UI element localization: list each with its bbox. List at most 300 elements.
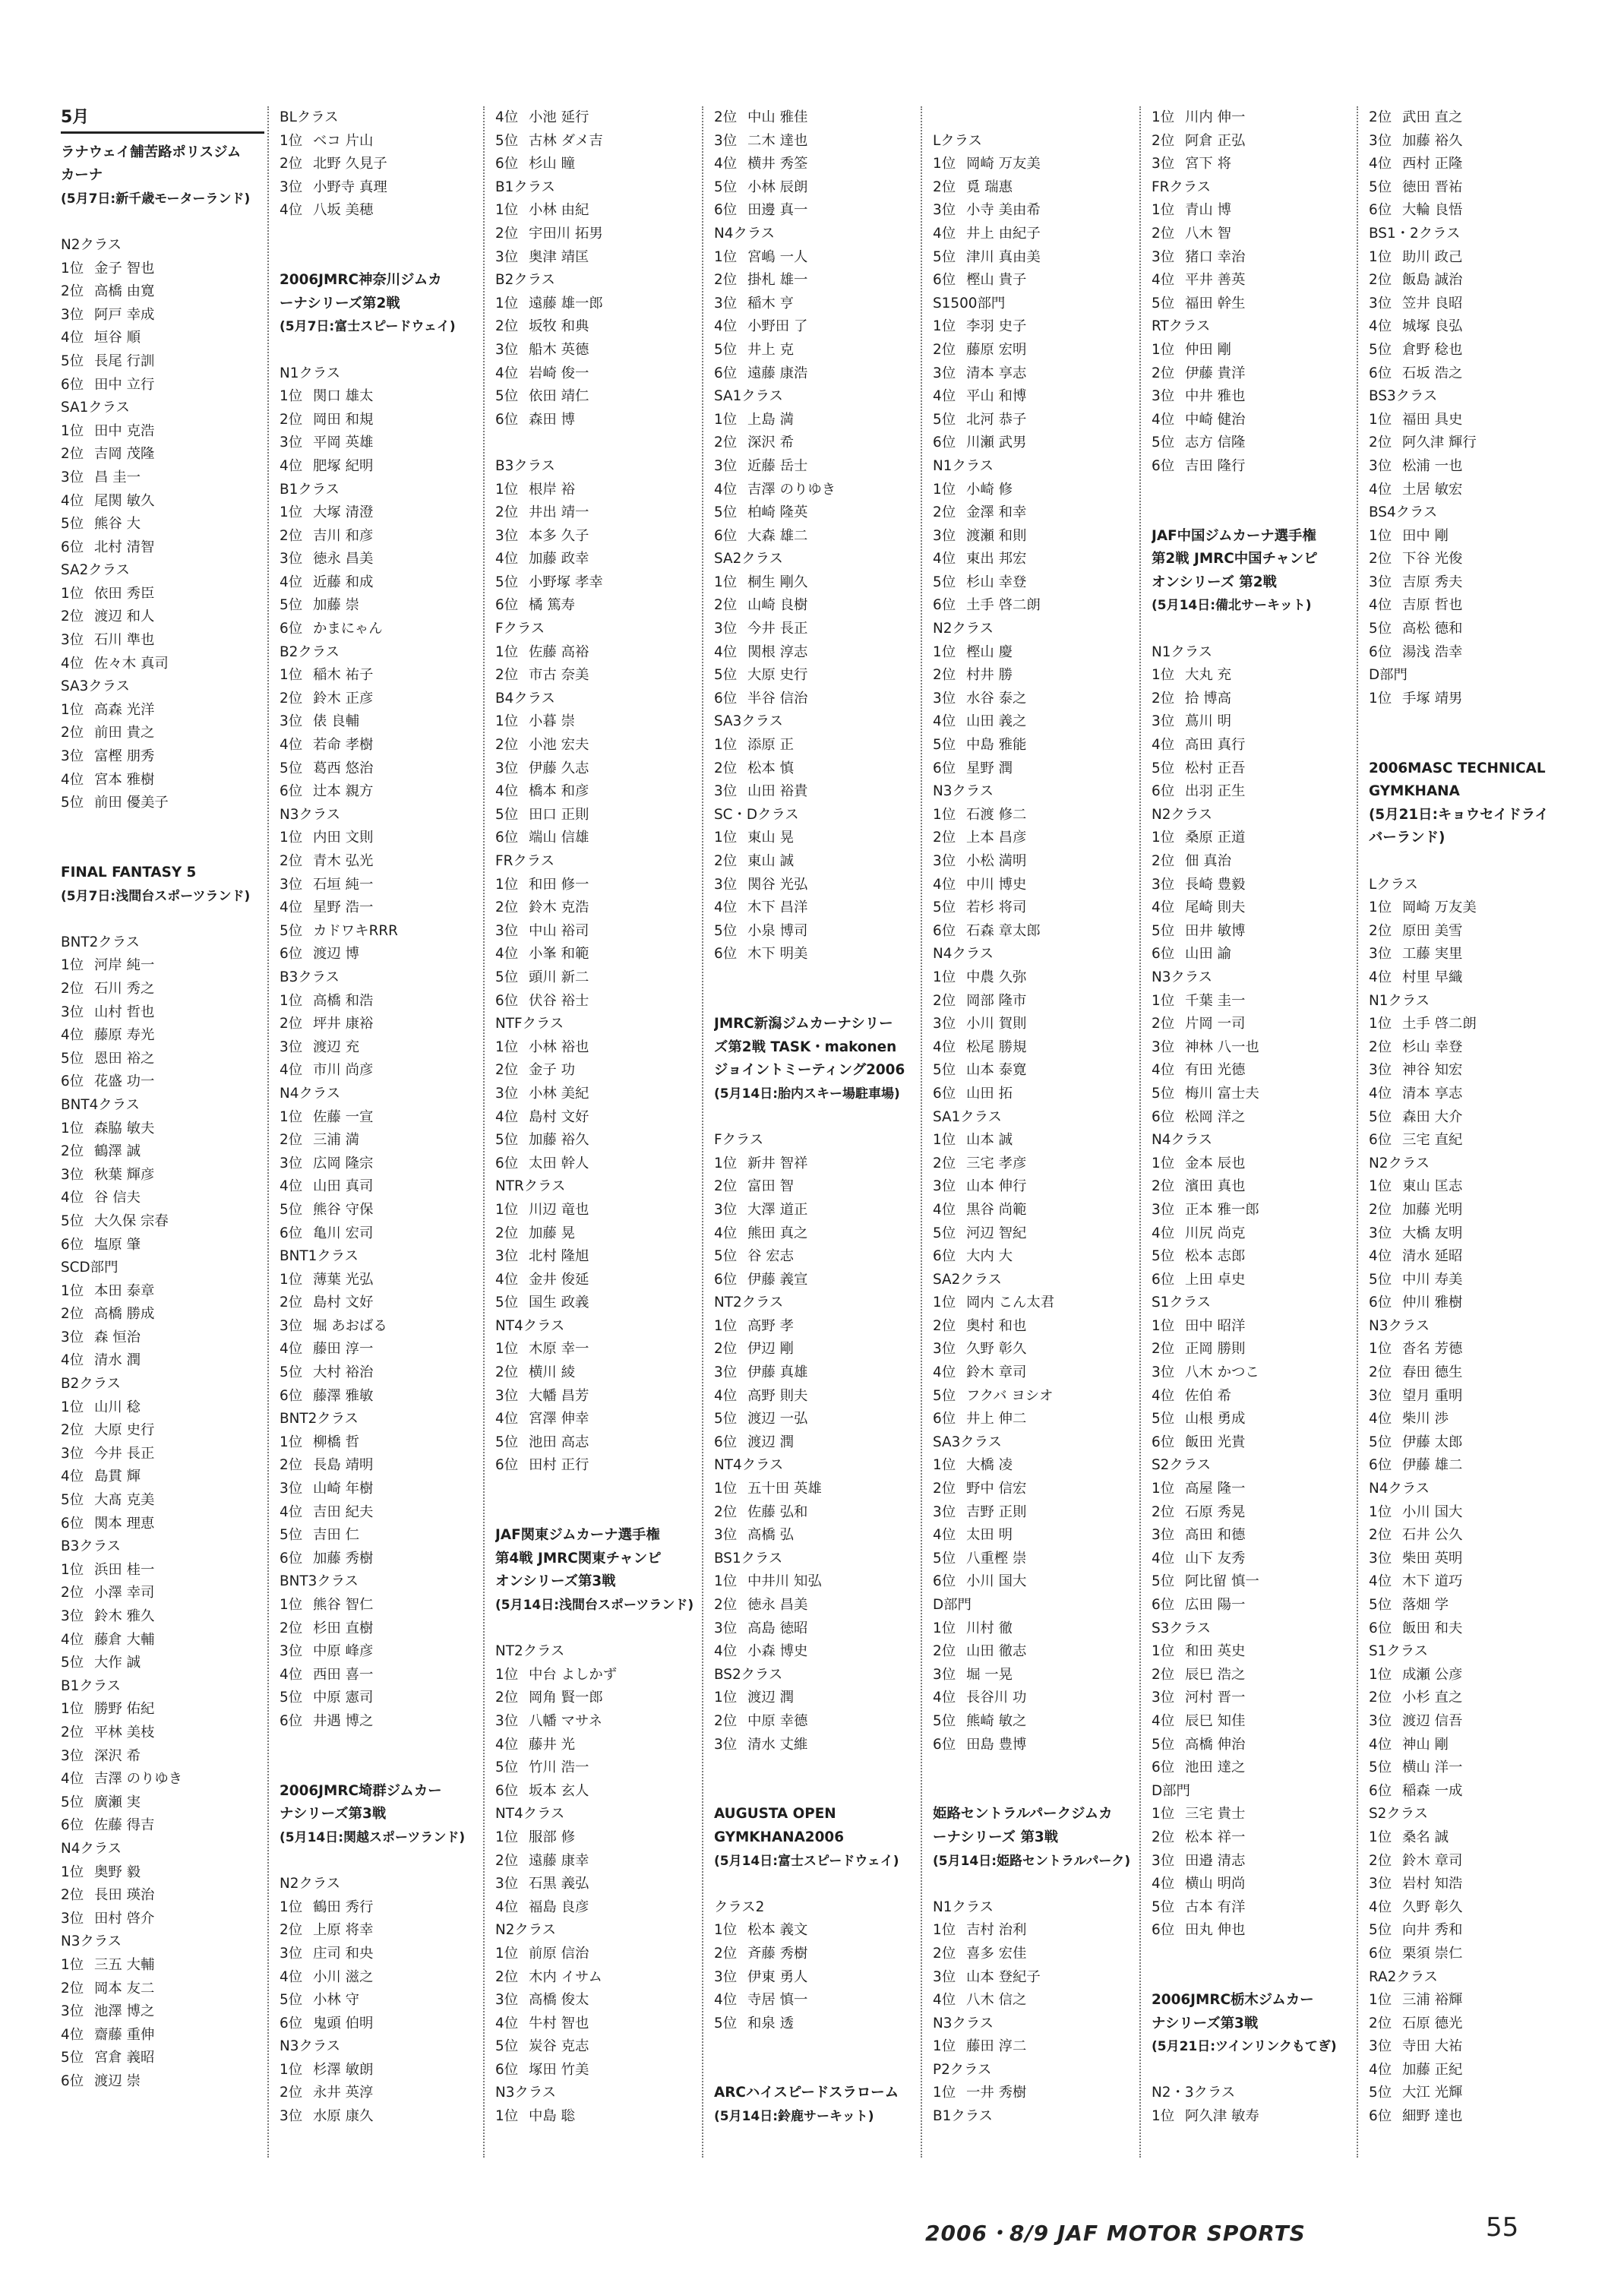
result-row [1152, 432, 1364, 455]
class-heading: N4クラス [714, 225, 776, 242]
result-row [1152, 990, 1364, 1013]
rank-position: 1位 [495, 876, 519, 893]
result-row [61, 1164, 273, 1187]
driver-name: 岩村 知浩 [1402, 1876, 1463, 1892]
result-row [1369, 896, 1581, 920]
driver-name: 谷 宏志 [747, 1248, 795, 1265]
rank-position: 5位 [1369, 1108, 1392, 1125]
result-row [495, 1756, 708, 1780]
rank-position: 4位 [933, 551, 956, 568]
driver-name: 柴川 渉 [1402, 1411, 1449, 1427]
result-row [933, 804, 1145, 827]
driver-name: 渡辺 一弘 [747, 1411, 808, 1427]
rank-position: 3位 [280, 435, 303, 451]
driver-name: 大髙 克美 [94, 1492, 155, 1509]
rank-position: 3位 [1369, 2038, 1392, 2055]
result-row [714, 176, 927, 200]
class-heading: D部門 [933, 1597, 972, 1613]
event-title: 第4戦 JMRC関東チャンピ [495, 1550, 662, 1567]
driver-name: 中原 峰彦 [313, 1643, 374, 1660]
rank-position: 5位 [61, 795, 84, 811]
event-title: ジョイントミーティング2006 [714, 1062, 905, 1079]
rank-position: 3位 [280, 1945, 303, 1962]
rank-position: 6位 [1152, 783, 1175, 800]
result-row [1369, 1524, 1581, 1548]
rank-position: 4位 [933, 388, 956, 405]
rank-position: 1位 [1152, 1643, 1175, 1660]
driver-name: 熊谷 智仁 [313, 1597, 374, 1613]
driver-name: 小林 美紀 [529, 1085, 589, 1102]
rank-position: 5位 [933, 574, 956, 590]
result-row [933, 2035, 1145, 2059]
driver-name: 土手 啓二朗 [966, 597, 1041, 614]
driver-name: 藤原 宏明 [966, 341, 1027, 358]
result-row [280, 1059, 492, 1083]
rank-position: 3位 [1369, 1225, 1392, 1241]
rank-position: 6位 [495, 2061, 519, 2078]
rank-position: 6位 [933, 1248, 956, 1265]
result-row [933, 362, 1145, 386]
rank-position: 5位 [933, 1387, 956, 1404]
rank-position: 5位 [495, 574, 519, 590]
driver-name: 吉川 和彦 [313, 527, 374, 544]
result-row [280, 874, 492, 897]
rank-position: 4位 [495, 1899, 519, 1915]
rank-position: 1位 [714, 248, 738, 265]
driver-name: 山田 義之 [966, 713, 1027, 730]
result-row [933, 432, 1145, 455]
rank-position: 2位 [495, 1690, 519, 1706]
driver-name: 久野 彰久 [966, 1341, 1027, 1358]
rank-position: 6位 [933, 1085, 956, 1102]
rank-position: 5位 [1152, 922, 1175, 939]
rank-position: 4位 [61, 330, 84, 346]
rank-position: 6位 [714, 690, 738, 707]
driver-name: 阿久津 敏寿 [1185, 2108, 1259, 2125]
result-row [933, 409, 1145, 432]
result-row [280, 943, 492, 966]
result-row [61, 1001, 273, 1025]
spacer [280, 339, 492, 362]
result-row [495, 1943, 708, 1966]
rank-position: 5位 [1152, 295, 1175, 311]
rank-position: 5位 [61, 1655, 84, 1671]
driver-name: 中台 よしかず [529, 1666, 618, 1683]
driver-name: 神林 八一也 [1185, 1039, 1259, 1055]
driver-name: 神山 剛 [1402, 1736, 1449, 1753]
driver-name: 福島 良彦 [529, 1899, 589, 1915]
event-title: 2006JMRC埼群ジムカー [280, 1782, 442, 1799]
driver-name: 長田 瑛治 [94, 1887, 155, 1904]
spacer [495, 1501, 708, 1525]
rank-position: 3位 [933, 1016, 956, 1032]
spacer [714, 2035, 927, 2059]
rank-position: 3位 [495, 341, 519, 358]
spacer [1369, 850, 1581, 874]
driver-name: 岩崎 俊一 [529, 365, 589, 381]
driver-name: 本田 泰章 [94, 1282, 155, 1299]
rank-position: 3位 [495, 1085, 519, 1102]
rank-position: 5位 [61, 516, 84, 533]
driver-name: 仲川 雅樹 [1402, 1295, 1463, 1311]
result-row [61, 1210, 273, 1234]
driver-name: 俵 良輔 [313, 713, 360, 730]
rank-position: 2位 [280, 527, 303, 544]
rank-position: 5位 [61, 353, 84, 369]
result-row [1369, 1943, 1581, 1966]
result-row [280, 2105, 492, 2129]
rank-position: 4位 [933, 1690, 956, 1706]
rank-position: 6位 [1152, 1271, 1175, 1288]
rank-position: 5位 [933, 1062, 956, 1079]
result-row [1369, 1036, 1581, 1060]
result-row [714, 1222, 927, 1246]
rank-position: 4位 [1369, 318, 1392, 335]
rank-position: 6位 [280, 783, 303, 800]
rank-position: 3位 [61, 1910, 84, 1927]
rank-position: 1位 [714, 1922, 738, 1939]
spacer [714, 966, 927, 990]
result-row [495, 1222, 708, 1246]
result-row [714, 874, 927, 897]
driver-name: 有田 光德 [1185, 1062, 1246, 1079]
rank-position: 2位 [1369, 551, 1392, 568]
rank-position: 2位 [1369, 2015, 1392, 2031]
rank-position: 5位 [280, 760, 303, 776]
rank-position: 6位 [1152, 1434, 1175, 1450]
driver-name: 大原 史行 [94, 1422, 155, 1439]
class-heading: N1クラス [933, 457, 994, 474]
event-venue-date: (5月7日:浅間台スポーツランド) [61, 888, 251, 904]
rank-position: 3位 [1152, 1852, 1175, 1869]
result-row [1152, 223, 1364, 246]
driver-name: 中島 聡 [529, 2108, 576, 2125]
driver-name: 山村 哲也 [94, 1004, 155, 1020]
result-row [495, 780, 708, 804]
rank-position: 1位 [61, 260, 84, 277]
result-row [933, 874, 1145, 897]
result-row [495, 1850, 708, 1873]
result-row [61, 1605, 273, 1629]
rank-position: 1位 [280, 667, 303, 684]
rank-position: 5位 [61, 1050, 84, 1067]
result-row [61, 2070, 273, 2094]
rank-position: 3位 [1152, 1527, 1175, 1544]
rank-position: 4位 [280, 574, 303, 590]
rank-position: 5位 [1369, 2085, 1392, 2101]
driver-name: 昌 圭一 [94, 469, 141, 485]
result-row [933, 734, 1145, 757]
result-row [1152, 780, 1364, 804]
result-row [61, 629, 273, 653]
result-row [61, 1582, 273, 1605]
driver-name: 石原 秀晃 [1185, 1503, 1246, 1520]
driver-name: 高橋 勝成 [94, 1306, 155, 1323]
driver-name: 小野田 了 [747, 318, 808, 335]
rank-position: 3位 [495, 1712, 519, 1729]
rank-position: 2位 [495, 1062, 519, 1079]
event-title: GYMKHANA2006 [714, 1829, 844, 1845]
rank-position: 2位 [1369, 435, 1392, 451]
result-row [933, 1710, 1145, 1734]
result-row [280, 2082, 492, 2105]
driver-name: 加藤 晃 [529, 1225, 576, 1241]
result-row [495, 1245, 708, 1269]
class-heading: N3クラス [495, 2085, 557, 2101]
driver-name: 八坂 美穂 [313, 202, 374, 219]
rank-position: 6位 [933, 922, 956, 939]
rank-position: 5位 [61, 1492, 84, 1509]
result-row [280, 432, 492, 455]
rank-position: 2位 [280, 1457, 303, 1474]
driver-name: 薄葉 光弘 [313, 1271, 374, 1288]
driver-name: 森田 大介 [1402, 1108, 1463, 1125]
driver-name: 手塚 靖男 [1402, 690, 1463, 707]
driver-name: 桑原 正道 [1185, 830, 1246, 846]
rank-position: 3位 [1369, 1387, 1392, 1404]
driver-name: 宮倉 義昭 [94, 2050, 155, 2066]
result-row [1152, 1385, 1364, 1408]
result-row [1369, 1594, 1581, 1617]
rank-position: 6位 [280, 946, 303, 963]
driver-name: 島村 文好 [313, 1295, 374, 1311]
rank-position: 3位 [933, 527, 956, 544]
driver-name: 桐生 剛久 [747, 574, 808, 590]
result-row [714, 896, 927, 920]
result-row [280, 176, 492, 200]
driver-name: 原田 美雪 [1402, 922, 1463, 939]
driver-name: 松尾 勝規 [966, 1039, 1027, 1055]
rank-position: 1位 [61, 1399, 84, 1415]
class-heading: N2クラス [495, 1922, 557, 1939]
driver-name: 八重樫 崇 [966, 1550, 1027, 1567]
driver-name: 拾 博高 [1185, 690, 1232, 707]
result-row [1369, 966, 1581, 990]
rank-position: 6位 [714, 365, 738, 381]
driver-name: 長崎 豊毅 [1185, 876, 1246, 893]
result-row [1369, 618, 1581, 641]
driver-name: 小澤 幸司 [94, 1585, 155, 1601]
class-heading: SA3クラス [714, 713, 783, 730]
driver-name: 遠藤 康幸 [529, 1852, 589, 1869]
driver-name: 高野 孝 [747, 1317, 795, 1334]
rank-position: 4位 [1369, 156, 1392, 172]
result-row [714, 130, 927, 153]
result-row [933, 1734, 1145, 1757]
result-row [1369, 479, 1581, 502]
result-row [61, 1698, 273, 1721]
result-row [1152, 1222, 1364, 1246]
rank-position: 2位 [933, 667, 956, 684]
rank-position: 1位 [933, 969, 956, 985]
result-row [933, 1129, 1145, 1152]
event-title: JAF関東ジムカーナ選手権 [495, 1527, 660, 1544]
driver-name: 熊谷 守保 [313, 1201, 374, 1218]
driver-name: 近藤 岳士 [747, 457, 808, 474]
rank-position: 3位 [61, 1747, 84, 1764]
rank-position: 4位 [61, 1352, 84, 1369]
rank-position: 3位 [1369, 1712, 1392, 1729]
rank-position: 3位 [1152, 248, 1175, 265]
result-row [714, 920, 927, 944]
driver-name: 和田 修一 [529, 876, 589, 893]
rank-position: 3位 [495, 1248, 519, 1265]
driver-name: 北野 久見子 [313, 156, 387, 172]
result-row [1152, 1524, 1364, 1548]
driver-name: 伊藤 真雄 [747, 1364, 808, 1381]
result-row [933, 1943, 1145, 1966]
rank-position: 5位 [495, 969, 519, 985]
result-row [280, 1175, 492, 1199]
driver-name: 高橋 由寛 [94, 283, 155, 300]
rank-position: 1位 [1152, 109, 1175, 125]
rank-position: 6位 [280, 1225, 303, 1241]
driver-name: 広岡 隆宗 [313, 1155, 374, 1171]
result-row [495, 1734, 708, 1757]
driver-name: 三宅 直紀 [1402, 1132, 1463, 1149]
rank-position: 5位 [1369, 341, 1392, 358]
result-row [933, 223, 1145, 246]
rank-position: 3位 [495, 1876, 519, 1892]
driver-name: 吉澤 のりゆき [94, 1771, 183, 1788]
spacer [933, 1780, 1145, 1804]
driver-name: 恩田 裕之 [94, 1050, 155, 1067]
result-row [1152, 827, 1364, 850]
driver-name: 小川 賀則 [966, 1016, 1027, 1032]
rank-position: 4位 [933, 1992, 956, 2009]
driver-name: 長尾 行訓 [94, 353, 155, 369]
result-row [280, 1129, 492, 1152]
rank-position: 4位 [1152, 1225, 1175, 1241]
result-row [1369, 1734, 1581, 1757]
rank-position: 3位 [1152, 1201, 1175, 1218]
driver-name: 北村 清智 [94, 539, 155, 555]
result-row [280, 1106, 492, 1130]
result-row [280, 409, 492, 432]
result-row [495, 710, 708, 734]
results-column-1 [61, 106, 273, 2093]
event-venue-date: (5月14日:浅間台スポーツランド) [495, 1598, 694, 1613]
rank-position: 2位 [280, 1016, 303, 1032]
rank-position: 1位 [933, 1922, 956, 1939]
driver-name: 北村 隆旭 [529, 1248, 589, 1265]
rank-position: 5位 [933, 248, 956, 265]
driver-name: 東出 邦宏 [966, 551, 1027, 568]
event-title: (5月21日:キョウセイドライ [1369, 806, 1549, 823]
rank-position: 1位 [1369, 1992, 1392, 2009]
result-row [495, 1338, 708, 1361]
result-row [714, 1594, 927, 1617]
driver-name: ベコ 片山 [313, 132, 374, 149]
rank-position: 2位 [1152, 132, 1175, 149]
rank-position: 6位 [1369, 1782, 1392, 1799]
rank-position: 1位 [1369, 527, 1392, 544]
result-row [933, 920, 1145, 944]
result-row [1369, 315, 1581, 339]
rank-position: 1位 [1152, 2108, 1175, 2125]
driver-name: 高野 則夫 [747, 1387, 808, 1404]
driver-name: 島貫 輝 [94, 1469, 141, 1485]
result-row [933, 176, 1145, 200]
result-row [1369, 525, 1581, 549]
class-heading: NT2クラス [714, 1295, 784, 1311]
class-heading: B1クラス [280, 481, 340, 498]
driver-name: 三五 大輔 [94, 1956, 155, 1973]
driver-name: 平井 善英 [1185, 272, 1246, 289]
class-heading: N4クラス [1369, 1481, 1430, 1497]
result-row [1369, 920, 1581, 944]
rank-position: 4位 [61, 2026, 84, 2043]
driver-name: 岡崎 万友美 [966, 156, 1041, 172]
result-row [495, 1664, 708, 1687]
class-heading: N1クラス [1369, 992, 1430, 1009]
result-row [1152, 1106, 1364, 1130]
driver-name: 高田 和德 [1185, 1527, 1246, 1544]
driver-name: 杉澤 敏朗 [313, 2061, 374, 2078]
result-row [61, 1419, 273, 1443]
driver-name: 大作 誠 [94, 1655, 141, 1671]
result-row [280, 850, 492, 874]
result-row [1369, 153, 1581, 176]
rank-position: 6位 [1152, 946, 1175, 963]
driver-name: 土手 啓二朗 [1402, 1016, 1477, 1032]
driver-name: 宇田川 拓男 [529, 225, 603, 242]
rank-position: 3位 [1152, 713, 1175, 730]
class-heading: RTクラス [1152, 318, 1211, 335]
rank-position: 5位 [1369, 179, 1392, 195]
driver-name: 倉野 稔也 [1402, 341, 1463, 358]
result-row [714, 246, 927, 270]
driver-name: 木下 昌洋 [747, 899, 808, 916]
result-row [61, 954, 273, 978]
result-row [714, 409, 927, 432]
driver-name: 小野塚 孝幸 [529, 574, 603, 590]
result-row [933, 1199, 1145, 1222]
class-heading: Fクラス [495, 621, 545, 637]
driver-name: 小林 辰朗 [747, 179, 808, 195]
result-row [1152, 1640, 1364, 1664]
rank-position: 2位 [1152, 1341, 1175, 1358]
driver-name: 島村 文好 [529, 1108, 589, 1125]
rank-position: 6位 [1152, 1922, 1175, 1939]
result-row [495, 757, 708, 781]
rank-position: 1位 [280, 1434, 303, 1450]
rank-position: 4位 [280, 1968, 303, 1985]
rank-position: 4位 [495, 1736, 519, 1753]
rank-position: 4位 [495, 551, 519, 568]
rank-position: 4位 [1369, 1899, 1392, 1915]
driver-name: 深沢 希 [747, 435, 795, 451]
rank-position: 4位 [280, 1503, 303, 1520]
driver-name: 吉澤 のりゆき [747, 481, 836, 498]
rank-position: 3位 [280, 551, 303, 568]
class-heading: SCD部門 [61, 1260, 118, 1276]
rank-position: 6位 [933, 435, 956, 451]
driver-name: 勝野 佑紀 [94, 1701, 155, 1718]
result-row [933, 1152, 1145, 1176]
result-row [280, 1036, 492, 1060]
event-title: オンシリーズ 第2戦 [1152, 574, 1277, 590]
driver-name: 上本 昌彦 [966, 830, 1027, 846]
result-row [714, 339, 927, 362]
rank-position: 1位 [280, 830, 303, 846]
rank-position: 3位 [714, 132, 738, 149]
result-row [933, 757, 1145, 781]
rank-position: 5位 [280, 1690, 303, 1706]
event-title: カーナ [61, 167, 103, 184]
driver-name: 河辺 智紀 [966, 1225, 1027, 1241]
result-row [714, 1315, 927, 1339]
